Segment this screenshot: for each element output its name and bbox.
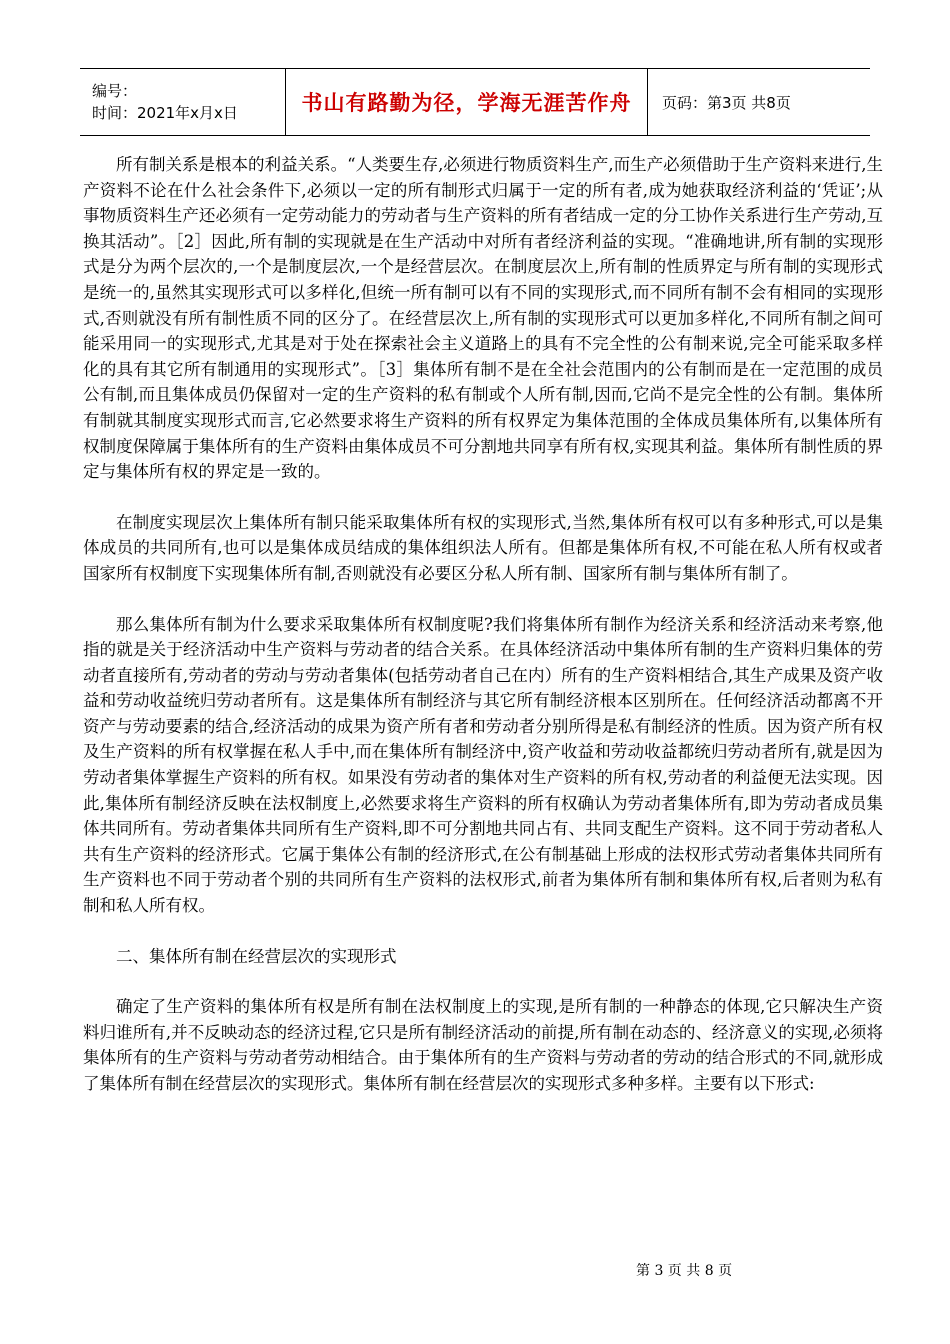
paragraph-2: 在制度实现层次上集体所有制只能采取集体所有权的实现形式,当然,集体所有权可以有多种形式,可以是集体成员的共同所有,也可以是集体成员结成的集体组织法人所有。但都是集体所有权,不可能在私人所有权或者国家所有权制度下实现集体所有制,否则就没有必要区分私人所有制、国家所有制与集体所有制了。 <box>83 512 883 583</box>
paragraph-1: 所有制关系是根本的利益关系。“人类要生存,必须进行物质资料生产,而生产必须借助于生产资料来进行,生产资料不论在什么社会条件下,必须以一定的所有制形式归属于一定的所有者,成为她获取经济利益的‘凭证’;从事物质资料生产还必须有一定劳动能力的劳动者与生产资料的所有者结成一定的分工协作关系进行生产劳动,互换其活动”。［2］因此,所有制的实现就是在生产活动中对所有者经济利益的实现。“准确地讲,所有制的实现形式是分为两个层次的,一个是制度层次,一个是经营层次。在制度层次上,所有制的性质界定与所有制的实现形式是统一的,虽然其实现形式可以多样化,但统一所有制可以有不同的实现形式,而不同所有制不会有相同的实现形式,否则就没有所有制性质不同的区分了。在经营层次上,所有制的实现形式可以更加多样化,不同所有制之间可能采用同一的实现形式,尤其是对于处在探索社会主义道路上的具有不完全性的公有制来说,完全可能采取多样化的具有其它所有制通用的实现形式”。［3］集体所有制不是在全社会范围内的公有制而是在一定范围的成员公有制,而且集体成员仍保留对一定的生产资料的私有制或个人所有制,因而,它尚不是完全性的公有制。集体所有制就其制度实现形式而言,它必然要求将生产资料的所有权界定为集体范围的全体成员集体所有,以集体所有权制度保障属于集体所有的生产资料由集体成员不可分割地共同享有所有权,实现其利益。集体所有制性质的界定与集体所有权的界定是一致的。 <box>83 155 883 482</box>
document-number-label: 编号： <box>92 82 138 100</box>
page-header <box>80 68 870 136</box>
header-page-info <box>648 69 870 135</box>
header-meta <box>80 69 286 135</box>
section-heading: 二、集体所有制在经营层次的实现形式 <box>116 946 397 966</box>
paragraph-4: 确定了生产资料的集体所有权是所有制在法权制度上的实现,是所有制的一种静态的体现,它只解决生产资料归谁所有,并不反映动态的经济过程,它只是所有制经济活动的前提,所有制在动态的、经济意义的实现,必须将集体所有的生产资料与劳动者劳动相结合。由于集体所有的生产资料与劳动者的劳动的结合形式的不同,就形成了集体所有制在经营层次的实现形式。集体所有制在经营层次的实现形式多种多样。主要有以下形式: <box>83 997 883 1093</box>
page-info-text: 页码：第3页 共8页 <box>662 93 791 112</box>
page-footer: 第 3 页 共 8 页 <box>636 1263 733 1279</box>
document-time-label: 时间：2021年x月x日 <box>92 104 238 122</box>
header-motto <box>286 69 648 135</box>
paragraph-3: 那么集体所有制为什么要求采取集体所有权制度呢?我们将集体所有制作为经济关系和经济活动来考察,他指的就是关于经济活动中生产资料与劳动者的结合关系。在具体经济活动中集体所有制的生产资料归集体的劳动者直接所有,劳动者的劳动与劳动者集体(包括劳动者自己在内）所有的生产资料相结合,其生产成果及资产收益和劳动收益统归劳动者所有。这是集体所有制经济与其它所有制经济根本区别所在。任何经济活动都离不开资产与劳动要素的结合,经济活动的成果为资产所有者和劳动者分别所得是私有制经济的性质。因为资产所有权及生产资料的所有权掌握在私人手中,而在集体所有制经济中,资产收益和劳动收益都统归劳动者所有,就是因为劳动者集体掌握生产资料的所有权。如果没有劳动者的集体对生产资料的所有权,劳动者的利益便无法实现。因此,集体所有制经济反映在法权制度上,必然要求将生产资料的所有权确认为劳动者集体所有,即为劳动者成员集体共同所有。劳动者集体共同所有生产资料,即不可分割地共同占有、共同支配生产资料。这不同于劳动者私人共有生产资料的经济形式。它属于集体公有制的经济形式,在公有制基础上形成的法权形式劳动者集体共同所有生产资料也不同于劳动者个别的共同所有生产资料的法权形式,前者为集体所有制和集体所有权,后者则为私有制和私人所有权。 <box>83 614 883 916</box>
motto-text: 书山有路勤为径，学海无涯苦作舟 <box>301 91 632 115</box>
document-body <box>83 152 883 1122</box>
